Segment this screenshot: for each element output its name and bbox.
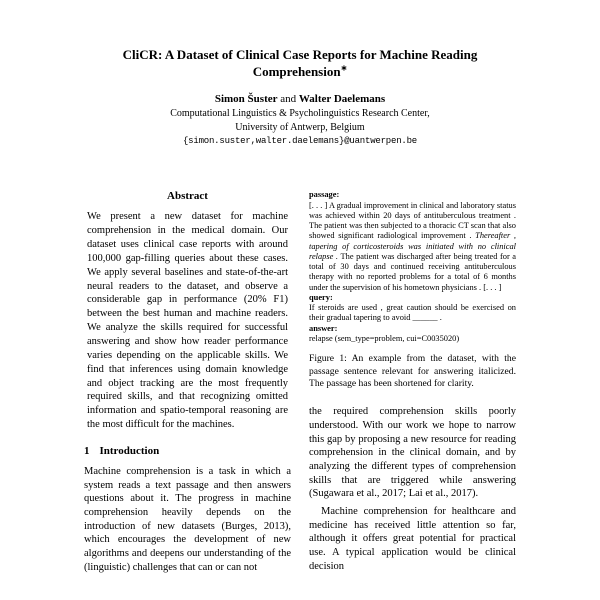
author-emails: {simon.suster,walter.daelemans}@uantwerpen.be: [182, 136, 418, 147]
figure-1: [309, 190, 516, 390]
answer-label: answer:: [309, 323, 338, 333]
passage-label: passage:: [309, 190, 340, 200]
title-footnote-marker: ∗: [340, 63, 348, 73]
authors-line: [84, 93, 516, 105]
section-1-heading: [84, 445, 291, 457]
paper-title: [84, 46, 516, 80]
affiliation-line-1: Computational Linguistics & Psycholinguistics Research Center,: [170, 108, 430, 120]
abstract-text: We present a new dataset for machine comprehension in the medical domain. Our dataset uses clinical case reports with around 100,000 gap-filling queries about these cases. We apply several baselines and state-of-the-art neural readers to the dataset, and observe a considerable gap in performance (20% F1) between the best human and machine readers. We analyze the skills required for successful answering and show how reader performance varies depending on the applicable skills. We find that inferences using domain knowledge and object tracking are the most frequently required skills, and that recognizing omitted information and spatio-temporal reasoning are the most difficult for the machines.: [87, 211, 288, 431]
two-column-body: [84, 190, 516, 574]
right-column: [309, 190, 516, 574]
query-label: query:: [309, 292, 333, 302]
figure-1-example: [309, 190, 516, 344]
author-conjunction: and: [280, 93, 297, 106]
answer-text: relapse (sem_type=problem, cui=C0035020): [309, 333, 460, 343]
passage-text-after: The patient was discharged after being treated for a total of 30 days and continued receiving antituberculous therapy with no reported problems for a total of 6 months under the supervision of his hometown physicians . [. . . ]: [309, 251, 516, 292]
author-1: Simon Šuster: [214, 93, 278, 106]
section-1-number: 1: [84, 445, 90, 458]
paper-title-text: CliCR: A Dataset of Clinical Case Reports for Machine Reading Comprehension: [122, 47, 478, 80]
query-text: If steroids are used , great caution should be exercised on their gradual tapering to avoid ______ .: [309, 303, 516, 323]
abstract-heading: Abstract: [167, 190, 208, 203]
affiliation-line-2: University of Antwerp, Belgium: [235, 121, 365, 133]
right-column-paragraph-2: Machine comprehension for healthcare and medicine has received little attention so far, although it offers great potential for practical use. A typical application would be clinical decision: [309, 505, 516, 572]
passage-text: [309, 201, 516, 293]
right-column-paragraph-1: the required comprehension skills poorly understood. With our work we hope to narrow this gap by proposing a new resource for reading comprehension in the clinical domain, and by analyzing the different types of comprehension skills that are triggered while answering (Sugawara et al., 2017; Lai et al., 2017).: [309, 406, 516, 500]
intro-paragraph: Machine comprehension is a task in which a system reads a text passage and then answers questions about it. The progress in machine comprehension heavily depends on the introduction of new datasets (Burges, 2013), which encourages the development of new algorithms and deepens our understanding of the (linguistic) challenges that can or can not: [84, 466, 291, 573]
author-2: Walter Daelemans: [298, 93, 386, 106]
passage-text-before: [. . . ] A gradual improvement in clinical and laboratory status was achieved within 20 days of antituberculous treatment . The patient was then subjected to a thoracic CT scan that also showed significant radiological improvement .: [309, 200, 516, 241]
passage-italic-sentence: Thereafter , tapering of corticosteroids was initiated with no clinical relapse .: [309, 231, 517, 261]
section-1-title: Introduction: [99, 445, 160, 458]
left-column: [84, 190, 291, 574]
paper-header: [84, 46, 516, 146]
figure-1-caption: Figure 1: An example from the dataset, with the passage sentence relevant for answering italicized. The passage has been shortened for clarity.: [309, 353, 516, 389]
